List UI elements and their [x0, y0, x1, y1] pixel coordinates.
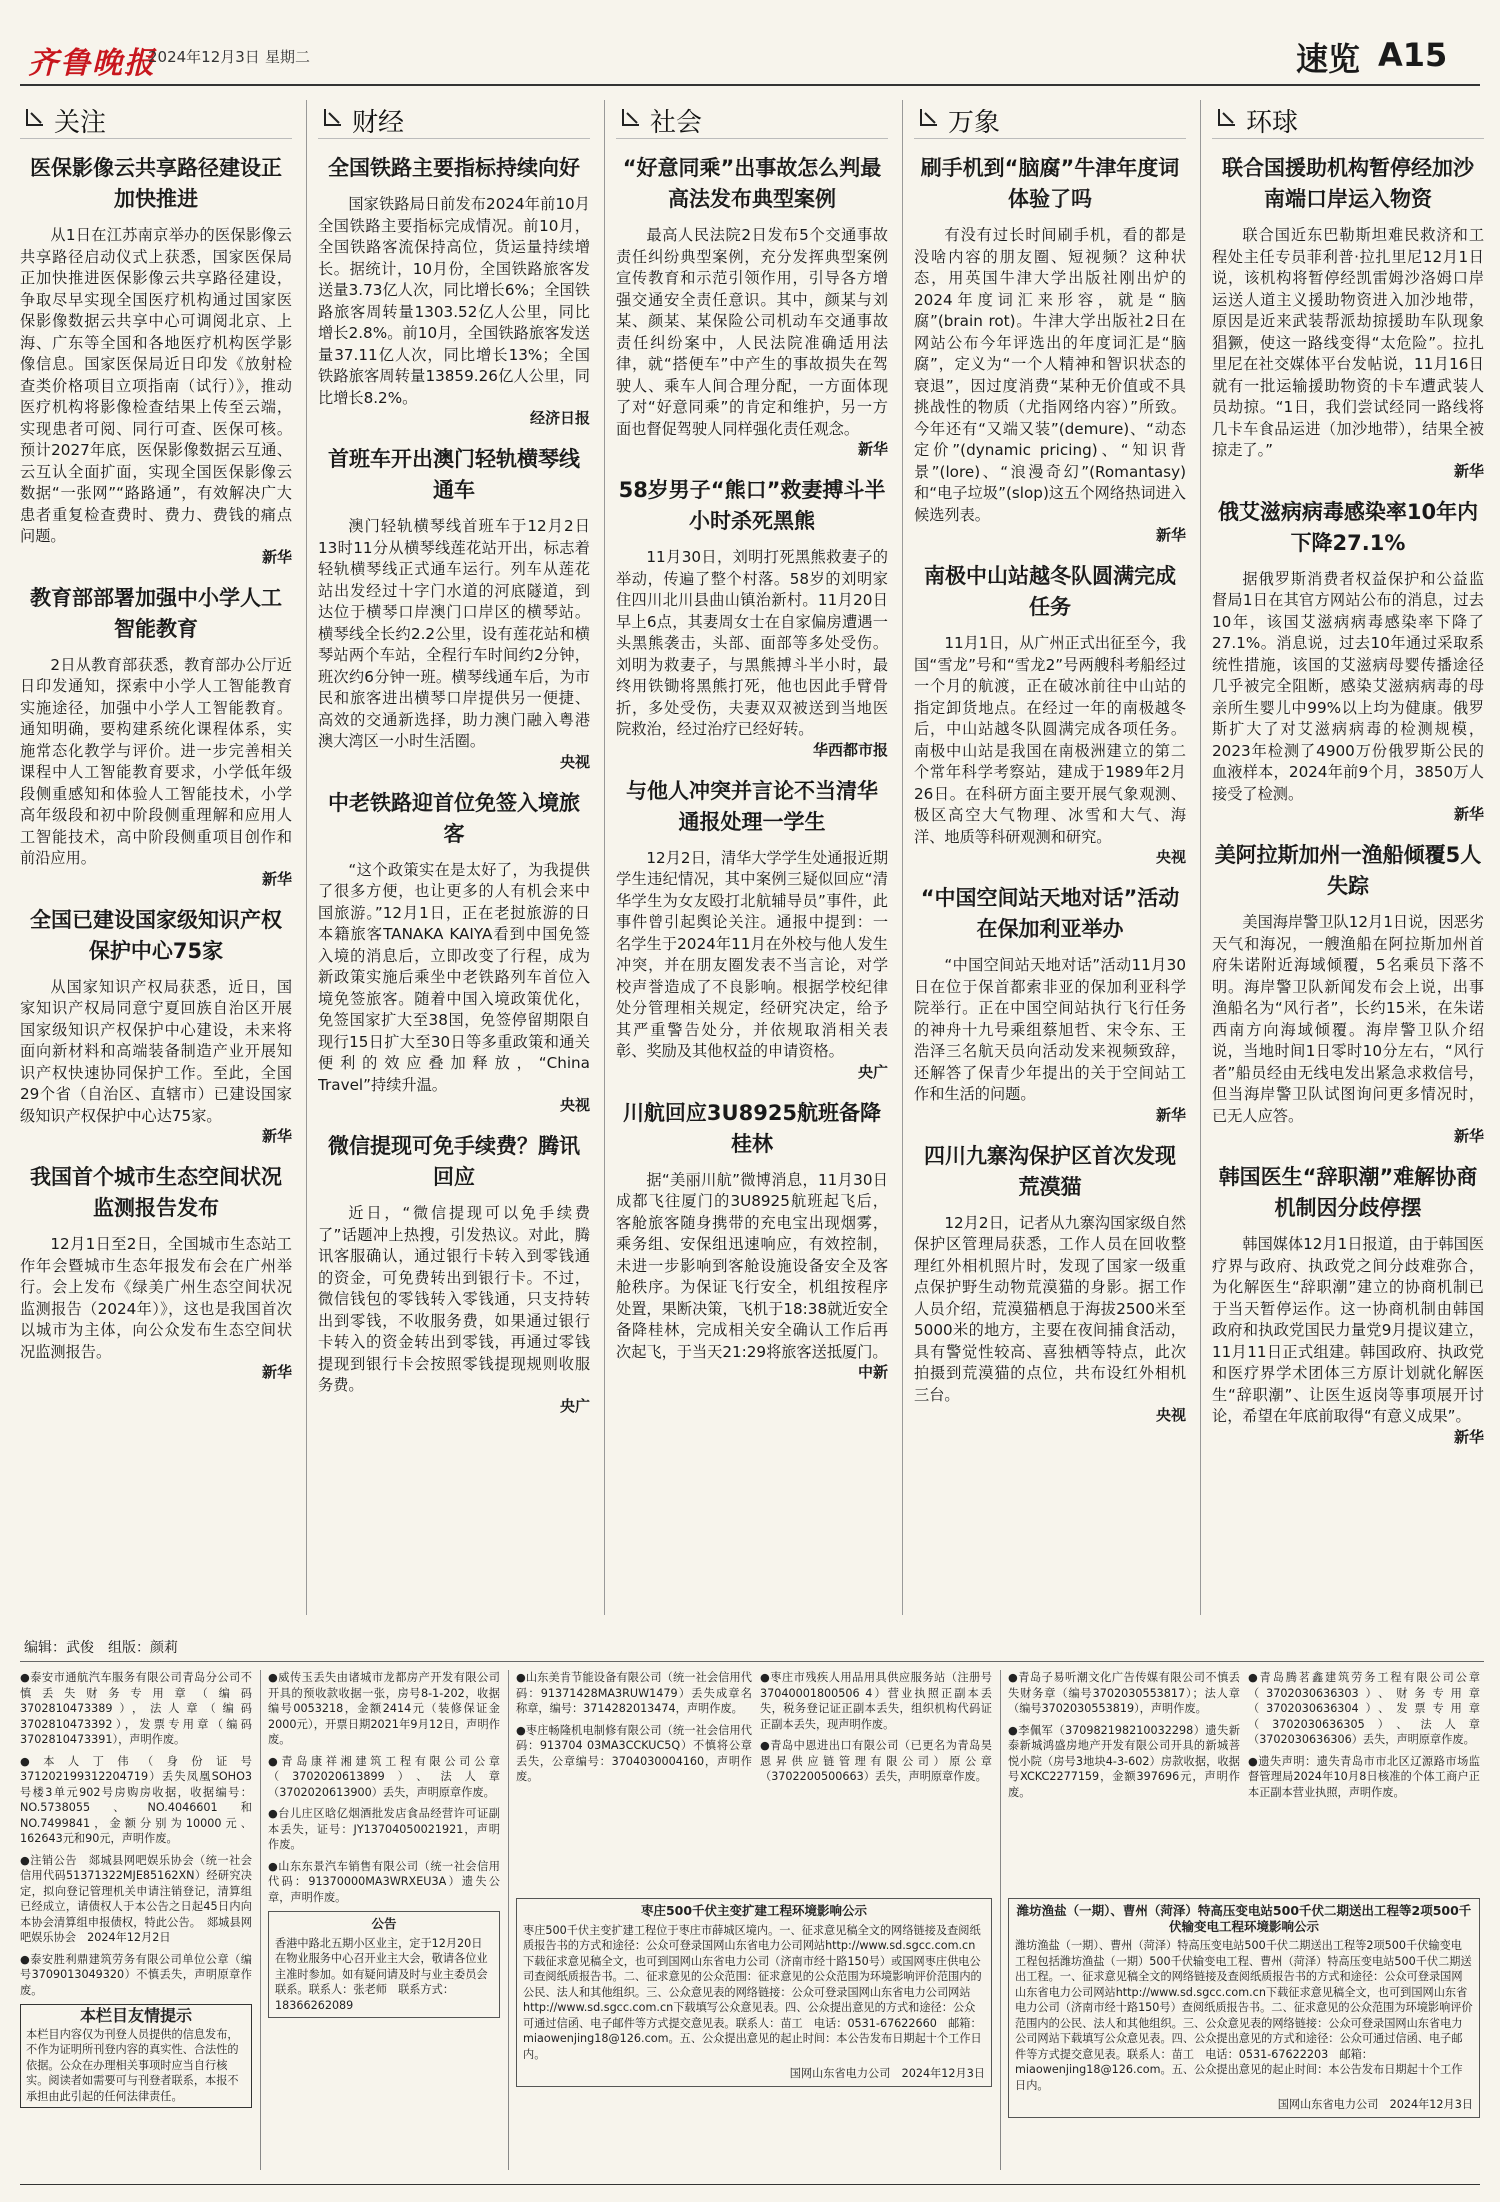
header-rule: [20, 84, 1480, 86]
ad-column: [516, 1670, 752, 1791]
issue-date: 2024年12月3日: [148, 48, 260, 66]
column-header: [616, 100, 888, 139]
article-headline: 与他人冲突并言论不当清华通报处理一学生: [626, 778, 878, 834]
ad-notice: ●泰安胜利鼎建筑劳务有限公司单位公章（编号3709013049320）不慎丢失，声明原章作废。: [20, 1952, 252, 1997]
environment-notice-title: 枣庄500千伏主变扩建工程环境影响公示: [640, 1903, 868, 1918]
article: [318, 788, 590, 1116]
article-source: 央视: [1155, 1406, 1186, 1424]
article-headline: 医保影像云共享路径建设正加快推进: [30, 156, 282, 211]
article: [20, 583, 292, 889]
article-headline: 教育部部署加强中小学人工智能教育: [30, 585, 282, 641]
bottom-rule: [20, 2184, 1480, 2185]
column-label: 财经: [352, 108, 405, 138]
article-headline: “中国空间站天地对话”活动在保加利亚举办: [920, 886, 1180, 941]
article-body: 澳门轻轨横琴线首班车于12月2日13时11分从横琴线莲花站开出，标志着轻轨横琴线正式通车运行。列车从莲花站出发经过十字门水道的河底隧道，到达位于横琴口岸澳门口岸区的横琴站。横琴线全长约2.2公里，设有莲花站和横琴站两个车站，全程行车时间约2分钟，班次约6分钟一班。横琴线通车后，为市民和旅客进出横琴口岸提供另一便捷、高效的交通新选择，助力澳门融入粤港澳大湾区一小时生活圈。: [318, 517, 590, 750]
page-number: A15: [1378, 36, 1448, 74]
ad-notice: ●本人丁伟（身份证号371202199312204719）丢失凤凰SOHO3号楼3单元902号房购房收据，收据编号：NO.5738055、NO.4046601和NO.7499841，金额分别为10000元、162643元和90元，声明作废。: [20, 1754, 252, 1845]
reminder-title: 本栏目友情提示: [79, 2006, 192, 2025]
section-corner-icon: [24, 106, 46, 128]
article-source: 新华: [261, 547, 292, 566]
article: [1212, 840, 1484, 1146]
section-corner-icon: [322, 106, 344, 128]
article: [616, 776, 888, 1082]
public-notice-body: 香港中路北五期小区业主，定于12月20日在物业服务中心召开业主大会，敬请各位业主准时参加。如有疑问请及时与业主委员会联系。联系人：张老师 联系方式：18366262089: [275, 1936, 488, 2012]
ad-divider: [1000, 1670, 1001, 2170]
article-headline: 联合国援助机构暂停经加沙南端口岸运入物资: [1222, 156, 1474, 211]
ad-notice: ●遗失声明：遗失青岛市市北区辽源路市场监督管理局2024年10月8日核准的个体工商户正本正副本营业执照，声明作废。: [1248, 1754, 1480, 1799]
column-divider: [604, 100, 605, 1615]
ad-notice: ●青岛腾茗鑫建筑劳务工程有限公司公章（3702030636303）、财务专用章（3702030636304）、发票专用章（3702030636305）、法人章（3702030636306）丢失，声明原章作废。: [1248, 1671, 1480, 1746]
article-headline: 微信提现可免手续费？腾讯回应: [328, 1134, 580, 1189]
article: [20, 905, 292, 1147]
ad-column: [1008, 1670, 1240, 1806]
article-body: 从1日在江苏南京举办的医保影像云共享路径启动仪式上获悉，国家医保局正加快推进医保影像云共享路径建设，争取尽早实现全国医疗机构通过国家医保影像数据云共享中心可调阅北京、上海、广东等全国和各地医疗机构医学影像信息。国家医保局近日印发《放射检查类价格项目立项指南（试行）》，推动医疗机构将影像检查结果上传至云端，实现患者可阅、同行可查、医保可核。预计2027年底，医保影像数据云互通、云互认全面扩面，实现全国医保影像云数据“一张网”“路路通”，有效解决广大患者重复检查费时、费力、费钱的痛点问题。: [20, 226, 292, 545]
column-divider: [1200, 100, 1201, 1615]
ad-notice: ●威传玉丢失由诸城市龙都房产开发有限公司开具的预收款收据一张，房号8-1-202，收据编号0053218，金额2414元（装修保证金2000元），开票日期2021年9月12日，声明作废。: [268, 1671, 500, 1746]
ad-column: [1248, 1670, 1480, 1806]
column-label: 环球: [1246, 108, 1299, 138]
column-header: [914, 100, 1186, 139]
ad-notice: ●李佩军（370982198210032298）遗失新泰新城鸿盛房地产开发有限公司开具的新城菩悦小院（房号3地块4-3-602）房款收据，收据号XCKC2277159，金额397696元，声明作废。: [1008, 1723, 1240, 1799]
environment-notice-footer: 国网山东省电力公司 2024年12月3日: [1277, 2098, 1473, 2111]
article-source: 央视: [1155, 848, 1186, 866]
article-source: 新华: [1453, 1427, 1484, 1446]
article-source: 央广: [559, 1396, 590, 1415]
ad-column: [20, 1670, 252, 2108]
article: [914, 153, 1186, 545]
article-headline: 全国铁路主要指标持续向好: [328, 156, 580, 180]
ad-notice: ●台儿庄区晗亿烟酒批发店食品经营许可证副本丢失，证号：JY13704050021921，声明作废。: [268, 1807, 500, 1851]
section-corner-icon: [1216, 106, 1238, 128]
ad-notice: ●青岛康祥湘建筑工程有限公司公章（3702020613899）、法人章（3702020613900）丢失，声明原章作废。: [268, 1754, 500, 1799]
masthead: [0, 0, 1500, 80]
article-source: 央视: [559, 1096, 590, 1114]
article-source: 新华: [261, 1127, 292, 1145]
public-notice-box: [268, 1911, 500, 2018]
reminder-body: 本栏目内容仅为刊登人员提供的信息发布，不作为证明所刊登内容的真实性、合法性的依据。公众在办理相关事项时应当自行核实。阅读者如需要可与刊登者联系，本报不承担由此引起的任何法律责任。: [26, 2027, 239, 2103]
article: [1212, 153, 1484, 481]
article-headline: 俄艾滋病病毒感染率10年内下降27.1%: [1217, 499, 1479, 555]
article-body: 韩国媒体12月1日报道，由于韩国医疗界与政府、执政党之间分歧难弥合，为化解医生“辞职潮”建立的协商机制已于当天暂停运作。这一协商机制由韩国政府和执政党国民力量党9月提议建立，11月11日正式组建。韩国政府、执政党和医疗界学术团体三方原计划就化解医生“辞职潮”、让医生返岗等事项展开讨论，希望在年底前取得“有意义成果”。: [1212, 1235, 1484, 1425]
article-source: 新华: [1155, 1105, 1186, 1124]
reminder-box: [20, 2004, 252, 2108]
article-source: 经济日报: [529, 409, 590, 427]
article-source: 新华: [261, 869, 292, 888]
environment-notice-body: 枣庄500千伏主变扩建工程位于枣庄市薛城区境内。一、征求意见稿全文的网络链接及查阅纸质报告书的方式和途径：公众可登录国网山东省电力公司网站http://www.sd.sgcc.com.cn下载征求意见稿全文，也可到国网山东省电力公司（济南市经十路150号）或国网枣庄供电公司查阅纸质报告书。二、征求意见的公众范围：征求意见的公众范围为环境影响评价范围内的公民、法人和其他组织。三、公众意见表的网络链接：公众可登录国网山东省电力公司网站http://www.sd.sgcc.com.cn下载填写公众意见表。四、公众提出意见的方式和途径：公众可通过信函、电子邮件等方式提交意见表。联系人：苗工 电话：0531-67622660 邮箱：miaowenjing18@126.com。五、公众提出意见的起止时间：本公告发布日期起十个工作日内。: [523, 1923, 982, 2061]
article: [914, 561, 1186, 867]
article-headline: 美阿拉斯加州一渔船倾覆5人失踪: [1214, 843, 1482, 898]
article: [318, 1131, 590, 1416]
article-body: 据“美丽川航”微博消息，11月30日成都飞往厦门的3U8925航班起飞后，客舱旅客随身携带的充电宝出现烟雾，乘务组、安保组迅速响应，有效控制，未进一步影响到客舱设施设备安全及客舱秩序。为保证飞行安全，机组按程序处置，果断决策，飞机于18:38就近安全备降桂林，完成相关安全确认工作后再次起飞，于当天21:29将旅客送抵厦门。: [616, 1170, 888, 1361]
environment-notice-title: 潍坊渔盐（一期）、曹州（菏泽）特高压变电站500千伏二期送出工程等2项500千伏输变电工程环境影响公示: [1016, 1903, 1472, 1934]
public-notice-title: 公告: [371, 1916, 397, 1931]
environment-notice-footer: 国网山东省电力公司 2024年12月3日: [789, 2067, 985, 2080]
article-body: 美国海岸警卫队12月1日说，因恶劣天气和海况，一艘渔船在阿拉斯加州首府朱诺附近海域倾覆，5名乘员下落不明。海岸警卫队新闻发布会上说，出事渔船名为“风行者”，长约15米，在朱诺西南方向海域倾覆。海岸警卫队介绍说，当地时间1日零时10分左右，“风行者”船员经由无线电发出紧急求救信号，但当海岸警卫队试图询问更多情况时，已无人应答。: [1212, 913, 1484, 1125]
article-body: “这个政策实在是太好了，为我提供了很多方便，也让更多的人有机会来中国旅游。”12月1日，正在老挝旅游的日本籍旅客TANAKA KAIYA看到中国免签入境的消息后，立即改变了行程，成为新政策实施后乘坐中老铁路列车首位入境免签旅客。随着中国入境政策优化，免签国家扩大至38国，免签停留期限自现行15日扩大至30日等多重政策和通关便利的效应叠加释放，“China Travel”持续升温。: [318, 860, 590, 1094]
article-headline: 中老铁路迎首位免签入境旅客: [328, 790, 580, 846]
ad-column: [268, 1670, 500, 2018]
classified-ads: [20, 1670, 1480, 2180]
column-society: [616, 100, 888, 1625]
article-headline: 我国首个城市生态空间状况监测报告发布: [30, 1165, 282, 1220]
ad-notice: ●青岛中恩进出口有限公司（已更名为青岛昊恩昇供应链管理有限公司）原公章（3702200500663）丢失，声明原章作废。: [760, 1739, 992, 1783]
ad-notice: ●枣庄市残疾人用品用具供应服务站（注册号37040001800506 4）营业执照正副本丢失，税务登记证正副本丢失，组织机构代码证正副本丢失，现声明作废。: [760, 1671, 992, 1731]
article-body: 11月1日，从广州正式出征至今，我国“雪龙”号和“雪龙2”号两艘科考船经过一个月的航渡，正在破冰前往中山站的指定卸货地点。在经过一年的南极越冬后，中山站越冬队圆满完成各项任务。南极中山站是我国在南极洲建立的第二个常年科学考察站，建成于1989年2月26日。在科研方面主要开展气象观测、极区高空大气物理、冰雪和大气、海洋、地质等科研观测和研究。: [914, 634, 1186, 846]
article-body: 联合国近东巴勒斯坦难民救济和工程处主任专员菲利普·拉扎里尼12月1日说，该机构将暂停经凯雷姆沙洛姆口岸运送人道主义援助物资进入加沙地带，原因是近来武装帮派劫掠援助车队现象猖獗，使这一路线变得“太危险”。拉扎里尼在社交媒体平台发帖说，11月16日就有一批运输援助物资的卡车遭武装人员劫掠。“1日，我们尝试经同一路线将几卡车食品运进（加沙地带），结果全被掠走了。”: [1212, 226, 1484, 459]
article: [1212, 497, 1484, 825]
article: [318, 444, 590, 772]
article-headline: 首班车开出澳门轻轨横琴线通车: [328, 447, 580, 502]
article-body: 据俄罗斯消费者权益保护和公益监督局1日在其官方网站公布的消息，过去10年，该国艾滋病病毒感染率下降了27.1%。消息说，过去10年通过采取系统性措施，该国的艾滋病母婴传播途径几乎被完全阻断，感染艾滋病病毒的母亲所生婴儿中99%以上均为健康。俄罗斯扩大了对艾滋病病毒的检测规模，2023年检测了4900万份俄罗斯公民的血液样本，2024年前9个月，3850万人接受了检测。: [1212, 569, 1484, 803]
article-source: 华西都市报: [812, 740, 888, 759]
column-focus: [20, 100, 292, 1625]
article-source: 央广: [857, 1062, 888, 1081]
environment-notice-2: [1008, 1898, 1480, 2118]
column-divider: [902, 100, 903, 1615]
article: [1212, 1162, 1484, 1447]
column-world: [1212, 100, 1484, 1625]
article-body: 最高人民法院2日发布5个交通事故责任纠纷典型案例，充分发挥典型案例宣传教育和示范引领作用，引导各方增强交通安全责任意识。其中，颜某与刘某、颜某、某保险公司机动车交通事故责任纠纷案中，人民法院准确适用法律，就“搭便车”中产生的事故损失在驾驶人、乘车人间合理分配，一方面体现了对“好意同乘”的肯定和维护，另一方面也督促驾驶人同样强化责任观念。: [616, 226, 888, 438]
section-title: 速览: [1296, 40, 1361, 78]
article-body: 12月2日，记者从九寨沟国家级自然保护区管理局获悉，工作人员在回收整理红外相机照片时，发现了国家一级重点保护野生动物荒漠猫的身影。据工作人员介绍，荒漠猫栖息于海拔2500米至5000米的地方，主要在夜间捕食活动，具有警觉性较高、喜独栖等特点，此次拍摄到荒漠猫的点位，共布设红外相机三台。: [914, 1213, 1186, 1404]
article-body: 从国家知识产权局获悉，近日，国家知识产权局同意宁夏回族自治区开展国家级知识产权保护中心建设，未来将面向新材料和高端装备制造产业开展知识产权快速协同保护工作。至此，全国29个省（自治区、直辖市）已建设国家级知识产权保护中心达75家。: [20, 977, 292, 1125]
ad-notice: ●青岛子易听潮文化广告传媒有限公司不慎丢失财务章（编号3702030553817）；法人章（编号3702030553819），声明作废。: [1008, 1671, 1240, 1715]
ad-notice: ●泰安市通航汽车服务有限公司青岛分公司不慎丢失财务专用章（编码3702810473389），法人章（编码3702810473392），发票专用章（编码3702810473391），声明作废。: [20, 1671, 252, 1746]
editor-credit: 编辑：武俊 组版：颜莉: [20, 1637, 1484, 1662]
column-finance: [318, 100, 590, 1625]
article-source: 中新: [857, 1363, 888, 1381]
issue-weekday: 星期二: [265, 48, 311, 66]
article-body: 近日，“微信提现可以免手续费了”话题冲上热搜，引发热议。对此，腾讯客服确认，通过银行卡转入到零钱通的资金，可免费转出到银行卡。不过，微信钱包的零钱转入零钱通，只支持转出到零钱，不收服务费，如果通过银行卡转入的资金转出到零钱，再通过零钱提现到银行卡会按照零钱提现规则收服务费。: [318, 1204, 590, 1394]
article: [616, 1098, 888, 1383]
column-header: [318, 100, 590, 139]
article-body: 12月1日至2日，全国城市生态站工作年会暨城市生态年报发布会在广州举行。会上发布《绿美广州生态空间状况监测报告（2024年）》，这也是我国首次以城市为主体，向公众发布生态空间状况监测报告。: [20, 1235, 292, 1361]
ad-notice: ●枣庄畅隆机电制修有限公司（统一社会信用代码：913704 03MA3CCKUC5Q）不慎将公章丢失，公章编号：3704030004160，声明作废。: [516, 1723, 752, 1783]
ad-divider: [508, 1670, 509, 2170]
article-headline: 58岁男子“熊口”救妻搏斗半小时杀死黑熊: [618, 478, 886, 533]
article-body: 国家铁路局日前发布2024年前10月全国铁路主要指标完成情况。前10月，全国铁路客流保持高位，货运量持续增长。据统计，10月份，全国铁路旅客发送量3.73亿人次，同比增长6%；全国铁路旅客周转量1303.52亿人公里，同比增长2.8%。前10月，全国铁路旅客发送量37.11亿人次，同比增长13%；全国铁路旅客周转量13859.26亿人公里，同比增长8.2%。: [318, 195, 590, 407]
article-headline: 韩国医生“辞职潮”难解协商机制因分歧停摆: [1218, 1165, 1478, 1220]
article: [914, 883, 1186, 1125]
article-headline: 刷手机到“脑腐”牛津年度词体验了吗: [920, 156, 1180, 211]
column-panorama: [914, 100, 1186, 1625]
ad-notice: ●山东美肯节能设备有限公司（统一社会信用代码：91371428MA3RUW1479）丢失成章名称章，编号：3714282013474，声明作废。: [516, 1671, 752, 1715]
article: [616, 475, 888, 760]
article-headline: 川航回应3U8925航班备降桂林: [622, 1100, 882, 1156]
column-divider: [306, 100, 307, 1615]
article: [914, 1141, 1186, 1426]
environment-notice-1: [516, 1898, 992, 2087]
article: [20, 1162, 292, 1382]
column-header: [20, 100, 292, 139]
column-label: 万象: [948, 108, 1001, 138]
environment-notice-body: 潍坊渔盐（一期）、曹州（菏泽）特高压变电站500千伏二期送出工程等2项500千伏输变电工程包括潍坊渔盐（一期）500千伏输变电工程、曹州（菏泽）特高压变电站500千伏二期送出工程。一、征求意见稿全文的网络链接及查阅纸质报告书的方式和途径：公众可登录国网山东省电力公司网站http://www.sd.sgcc.com.cn下载征求意见稿全文，也可到国网山东省电力公司（济南市经十路150号）查阅纸质报告书。二、征求意见的公众范围为环境影响评价范围内的公民、法人和其他组织。三、公众意见表的网络链接：公众可登录国网山东省电力公司网站下载填写公众意见表。四、公众提出意见的方式和途径：公众可通过信函、电子邮件等方式提交意见表。联系人：苗工 电话：0531-67622203 邮箱：miaowenjing18@126.com。五、公众提出意见的起止时间：本公告发布日期起十个工作日内。: [1015, 1939, 1473, 2092]
ad-column: [760, 1670, 992, 1791]
article-body: 12月2日，清华大学学生处通报近期学生违纪情况，其中案例三疑似回应“清华学生为女友殴打北航辅导员”事件，此事件曾引起舆论关注。通报中提到：一名学生于2024年11月在外校与他人发生冲突，并在朋友圈发表不当言论，对学校声誉造成了不良影响。根据学校纪律处分管理相关规定，经研究决定，给予其严重警告处分，并依规取消相关表彰、奖励及其他权益的申请资格。: [616, 848, 888, 1060]
article-source: 新华: [1453, 461, 1484, 480]
ad-notice: ●注销公告 郯城县网吧娱乐协会（统一社会信用代码51371322MJE85162XN）经研究决定，拟向登记管理机关申请注销登记，清算组已经成立，请债权人于本公告之日起45日内向本协会清算组申报债权，特此公告。 郯城县网吧娱乐协会 2024年12月2日: [20, 1853, 252, 1944]
article-body: 2日从教育部获悉，教育部办公厅近日印发通知，探索中小学人工智能教育实施途径，加强中小学人工智能教育。通知明确，要构建系统化课程体系，实施常态化教学与评价。进一步完善相关课程中人工智能教育要求，小学低年级段侧重感知和体验人工智能技术，小学高年级段和初中阶段侧重理解和应用人工智能技术，高中阶段侧重项目创作和前沿应用。: [20, 655, 292, 867]
article-headline: “好意同乘”出事故怎么判最高法发布典型案例: [622, 156, 882, 211]
article-body: “中国空间站天地对话”活动11月30日在位于保首都索非亚的保加利亚科学院举行。正在中国空间站执行飞行任务的神舟十九号乘组蔡旭哲、宋令东、王浩泽三名航天员向活动发来视频致辞，还解答了保青少年提出的关于空间站工作和生活的问题。: [914, 956, 1186, 1103]
column-header: [1212, 100, 1484, 139]
ad-divider: [260, 1670, 261, 2170]
article: [20, 153, 292, 567]
article-headline: 南极中山站越冬队圆满完成任务: [924, 564, 1176, 619]
article-source: 新华: [261, 1363, 292, 1381]
section-corner-icon: [620, 106, 642, 128]
section-corner-icon: [918, 106, 940, 128]
column-label: 社会: [650, 108, 703, 138]
article-source: 新华: [1453, 1127, 1484, 1145]
column-label: 关注: [54, 108, 107, 138]
ad-column: [1008, 1898, 1480, 2118]
article: [318, 153, 590, 428]
article-source: 新华: [1453, 805, 1484, 823]
article-source: 央视: [559, 752, 590, 771]
ad-column: [516, 1898, 992, 2087]
article-headline: 四川九寨沟保护区首次发现荒漠猫: [924, 1143, 1176, 1199]
article-body: 11月30日，刘明打死黑熊救妻子的举动，传遍了整个村落。58岁的刘明家住四川北川县曲山镇治新村。11月20日早上6点，其妻周女士在自家偏房遭遇一头黑熊袭击，头部、面部等多处受伤。刘明为救妻子，与黑熊搏斗半小时，最终用铁锄将黑熊打死，他也因此手臂骨折，多处受伤，夫妻双双被送到当地医院救治，经过治疗已经好转。: [616, 548, 888, 738]
article-source: 新华: [1155, 526, 1186, 544]
paper-logo: 齐鲁晚报: [28, 46, 156, 81]
article-body: 有没有过长时间刷手机，看的都是没啥内容的朋友圈、短视频？这种状态，用英国牛津大学出版社刚出炉的2024年度词汇来形容，就是“脑腐”(brain rot)。牛津大学出版社2日在网站公布今年评选出的年度词汇是“脑腐”，定义为“一个人精神和智识状态的衰退”，因过度消费“某种无价值或不具挑战性的物质（尤指网络内容）”所致。今年还有“又端又装”(demure)、“动态定价”(dynamic pricing)、“知识背景”(lore)、“浪漫奇幻”(Romantasy)和“电子垃圾”(slop)这五个网络热词进入候选列表。: [914, 226, 1186, 524]
ad-notice: ●山东东景汽车销售有限公司（统一社会信用代码：91370000MA3WRXEU3A）遗失公章，声明作废。: [268, 1859, 500, 1904]
article: [616, 153, 888, 459]
article-source: 新华: [857, 440, 888, 458]
article-headline: 全国已建设国家级知识产权保护中心75家: [30, 907, 282, 963]
